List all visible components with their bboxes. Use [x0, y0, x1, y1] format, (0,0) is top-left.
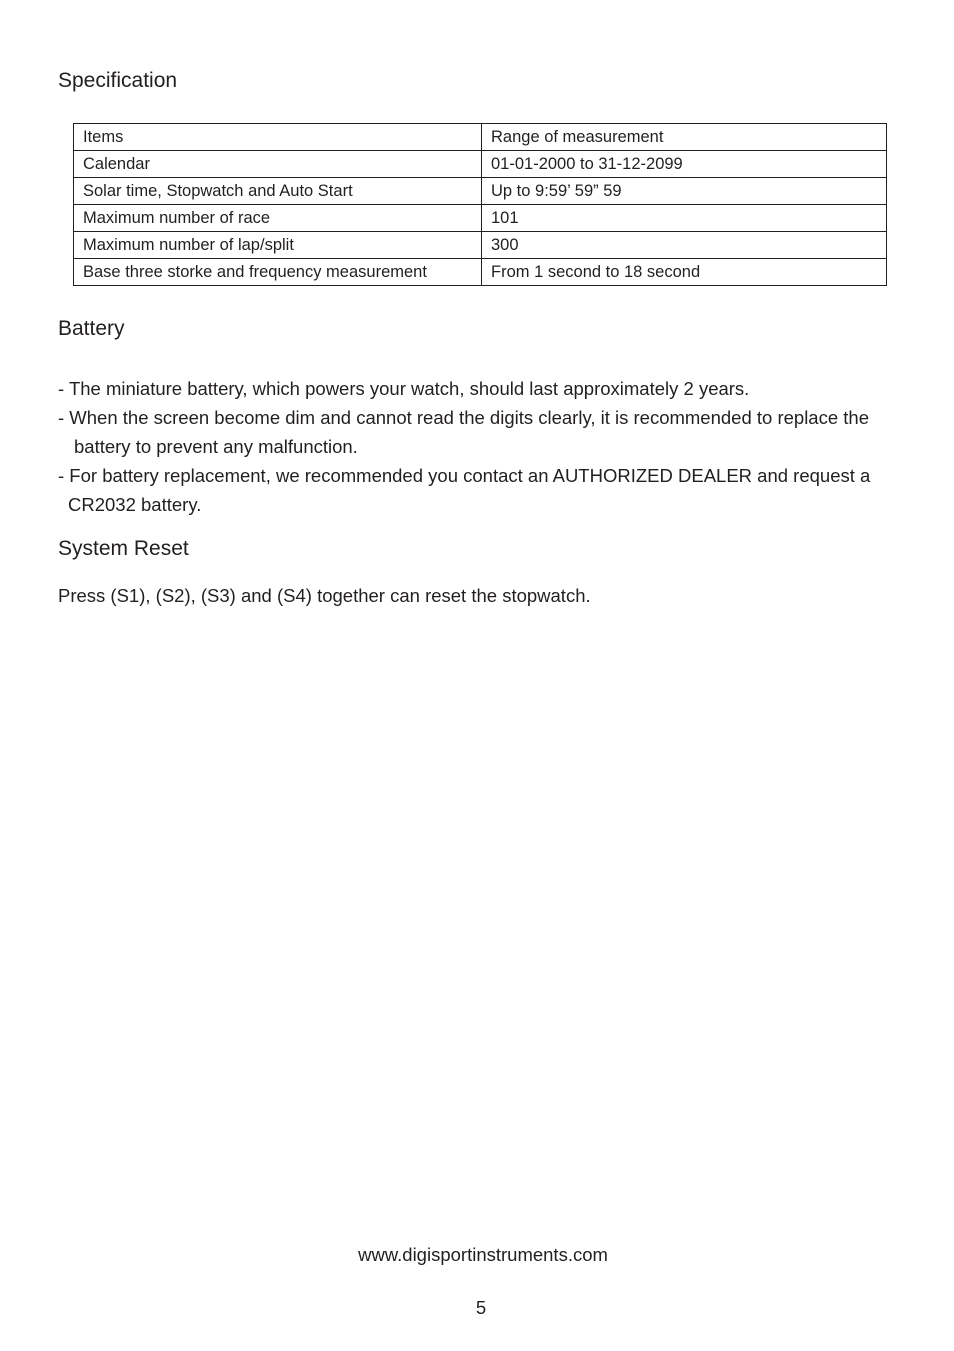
- table-cell-item: Maximum number of lap/split: [74, 232, 482, 259]
- table-row: [74, 178, 887, 205]
- table-header-row: [74, 124, 887, 151]
- table-cell-item: Solar time, Stopwatch and Auto Start: [74, 178, 482, 205]
- table-cell-item: Base three storke and frequency measurement: [74, 259, 482, 286]
- header-range: Range of measurement: [482, 124, 887, 151]
- battery-item-text: - For battery replacement, we recommended you contact an AUTHORIZED DEALER and request a: [58, 465, 871, 486]
- system-reset-heading: System Reset: [58, 537, 189, 560]
- table-cell-range: 01-01-2000 to 31-12-2099: [482, 151, 887, 178]
- page-number: 5: [475, 1297, 487, 1318]
- battery-item: [58, 403, 938, 432]
- table-row: [74, 205, 887, 232]
- battery-item-continuation: [58, 432, 938, 461]
- table-cell-range: 101: [482, 205, 887, 232]
- table-cell-range: 300: [482, 232, 887, 259]
- table-cell-range: Up to 9:59’ 59” 59: [482, 178, 887, 205]
- battery-item: [58, 461, 938, 490]
- header-items: Items: [74, 124, 482, 151]
- table-row: [74, 259, 887, 286]
- table-row: [74, 232, 887, 259]
- table-cell-range: From 1 second to 18 second: [482, 259, 887, 286]
- battery-heading: Battery: [58, 317, 125, 340]
- system-reset-text: Press (S1), (S2), (S3) and (S4) together can reset the stopwatch.: [58, 585, 591, 606]
- specification-heading: Specification: [58, 69, 178, 92]
- table-cell-item: Calendar: [74, 151, 482, 178]
- table-cell-item: Maximum number of race: [74, 205, 482, 232]
- battery-item-text: battery to prevent any malfunction.: [74, 436, 358, 457]
- table-row: [74, 151, 887, 178]
- battery-item: [58, 374, 938, 403]
- battery-item-text: - The miniature battery, which powers your watch, should last approximately 2 years.: [58, 378, 750, 399]
- footer-url: www.digisportinstruments.com: [358, 1244, 608, 1265]
- specification-table: [73, 123, 887, 286]
- battery-item-text: CR2032 battery.: [68, 494, 202, 515]
- battery-list: [58, 374, 938, 519]
- battery-item-text: - When the screen become dim and cannot read the digits clearly, it is recommended to replace the: [58, 407, 869, 428]
- battery-item-continuation: [58, 490, 938, 519]
